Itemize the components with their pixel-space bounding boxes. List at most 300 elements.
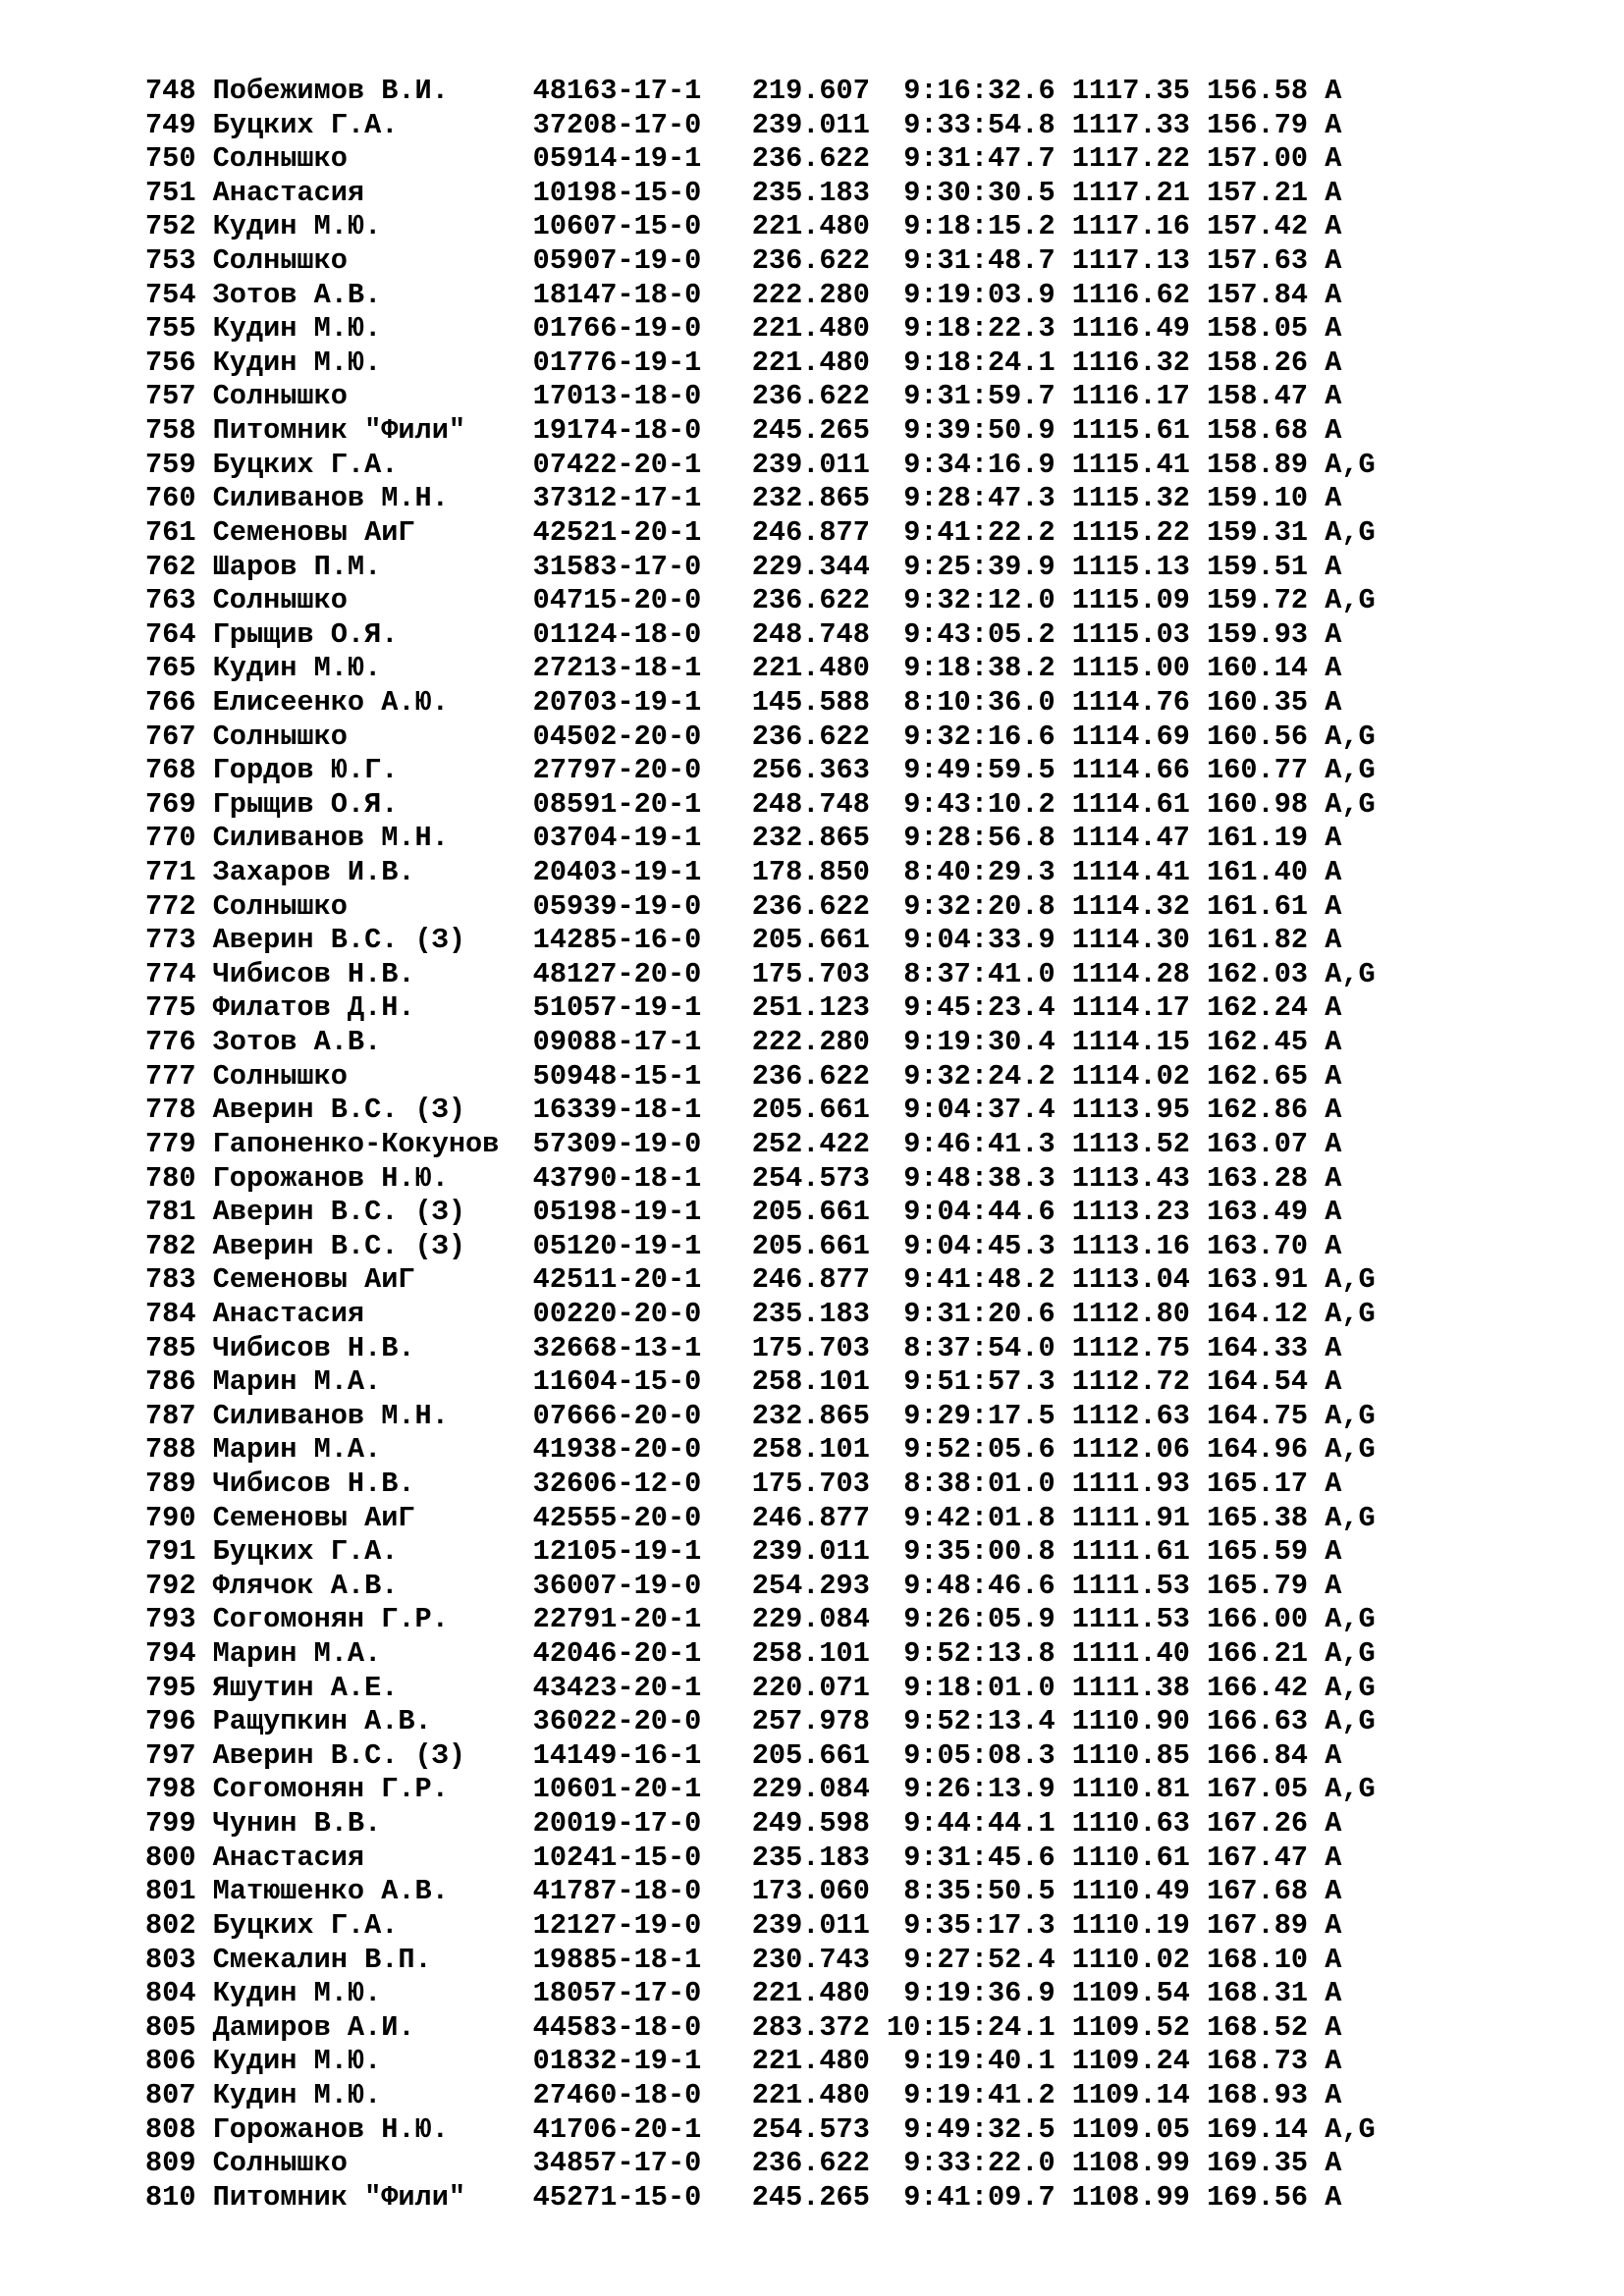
flags: A,G (1325, 2112, 1376, 2146)
ring-number: 01766-19-0 (532, 312, 752, 346)
points: 159.72 (1207, 584, 1326, 617)
table-row (145, 652, 1376, 686)
flags: A,G (1325, 1433, 1376, 1467)
row-number: 797 (145, 1738, 213, 1772)
points: 169.56 (1207, 2180, 1326, 2214)
flags: A,G (1325, 448, 1376, 481)
distance: 219.607 (751, 75, 888, 107)
participant-name: Аверин В.С. (З) (212, 1196, 533, 1229)
distance: 258.101 (751, 1433, 888, 1467)
arrival-time: 9:43:05.2 (887, 617, 1072, 651)
arrival-time: 9:39:50.9 (887, 414, 1072, 448)
participant-name: Питомник "Фили" (212, 414, 533, 448)
participant-name: Аверин В.С. (З) (212, 1229, 533, 1262)
arrival-time: 9:32:12.0 (887, 584, 1072, 617)
ring-number: 27213-18-1 (532, 652, 752, 685)
arrival-time: 9:33:54.8 (887, 108, 1072, 141)
ring-number: 43790-18-1 (532, 1161, 752, 1195)
arrival-time: 9:52:13.4 (887, 1705, 1072, 1738)
distance: 229.084 (751, 1773, 888, 1806)
arrival-time: 9:05:08.3 (887, 1738, 1072, 1772)
flags: A (1325, 346, 1342, 379)
points: 159.10 (1207, 482, 1326, 515)
row-number: 792 (145, 1569, 213, 1602)
participant-name: Солнышко (212, 380, 533, 413)
ring-number: 18057-17-0 (532, 1977, 752, 2010)
table-row (145, 1128, 1376, 1162)
points: 166.00 (1207, 1603, 1326, 1636)
flags: A,G (1325, 720, 1376, 753)
table-row (145, 1909, 1376, 1944)
participant-name: Анастасия (212, 1841, 533, 1874)
arrival-time: 9:29:17.5 (887, 1399, 1072, 1432)
speed: 1108.99 (1071, 2147, 1208, 2180)
points: 168.52 (1207, 2010, 1326, 2044)
points: 163.07 (1207, 1127, 1326, 1160)
distance: 236.622 (751, 2147, 888, 2180)
participant-name: Кудин М.Ю. (212, 2045, 533, 2078)
distance: 246.877 (751, 515, 888, 549)
flags: A (1325, 1196, 1342, 1229)
points: 163.28 (1207, 1161, 1326, 1195)
ring-number: 11604-15-0 (532, 1365, 752, 1399)
row-number: 786 (145, 1365, 213, 1399)
points: 164.12 (1207, 1297, 1326, 1330)
flags: A (1325, 1908, 1342, 1942)
table-row (145, 1637, 1376, 1672)
speed: 1114.15 (1071, 1026, 1208, 1059)
speed: 1113.43 (1071, 1161, 1208, 1195)
arrival-time: 9:48:46.6 (887, 1569, 1072, 1602)
distance: 232.865 (751, 822, 888, 855)
ring-number: 36007-19-0 (532, 1569, 752, 1602)
speed: 1112.63 (1071, 1399, 1208, 1432)
row-number: 756 (145, 346, 213, 379)
speed: 1111.38 (1071, 1671, 1208, 1704)
points: 157.00 (1207, 142, 1326, 176)
ring-number: 37312-17-1 (532, 482, 752, 515)
ring-number: 05914-19-1 (532, 142, 752, 176)
flags: A (1325, 856, 1342, 889)
flags: A,G (1325, 1773, 1376, 1806)
ring-number: 41787-18-0 (532, 1875, 752, 1908)
ring-number: 05198-19-1 (532, 1196, 752, 1229)
row-number: 804 (145, 1977, 213, 2010)
table-row (145, 1263, 1376, 1298)
table-row (145, 924, 1376, 958)
row-number: 785 (145, 1331, 213, 1364)
points: 161.40 (1207, 856, 1326, 889)
points: 156.79 (1207, 108, 1326, 141)
points: 159.93 (1207, 617, 1326, 651)
participant-name: Семеновы АиГ (212, 1263, 533, 1297)
table-row (145, 1196, 1376, 1230)
flags: A (1325, 176, 1342, 209)
participant-name: Семеновы АиГ (212, 515, 533, 549)
arrival-time: 9:31:45.6 (887, 1841, 1072, 1874)
distance: 205.661 (751, 1196, 888, 1229)
arrival-time: 10:15:24.1 (887, 2010, 1072, 2044)
arrival-time: 9:31:59.7 (887, 380, 1072, 413)
speed: 1110.81 (1071, 1773, 1208, 1806)
participant-name: Чибисов Н.В. (212, 957, 533, 990)
table-row (145, 1739, 1376, 1774)
row-number: 751 (145, 176, 213, 209)
table-row (145, 1298, 1376, 1332)
row-number: 810 (145, 2180, 213, 2214)
points: 165.38 (1207, 1501, 1326, 1534)
distance: 239.011 (751, 108, 888, 141)
ring-number: 27460-18-0 (532, 2078, 752, 2111)
participant-name: Согомонян Г.Р. (212, 1603, 533, 1636)
participant-name: Аверин В.С. (З) (212, 924, 533, 957)
participant-name: Кудин М.Ю. (212, 2078, 533, 2111)
ring-number: 10601-20-1 (532, 1773, 752, 1806)
points: 164.33 (1207, 1331, 1326, 1364)
arrival-time: 9:19:03.9 (887, 278, 1072, 311)
arrival-time: 9:42:01.8 (887, 1501, 1072, 1534)
speed: 1117.33 (1071, 108, 1208, 141)
table-row (145, 1672, 1376, 1706)
row-number: 766 (145, 685, 213, 719)
participant-name: Горожанов Н.Ю. (212, 2112, 533, 2146)
table-row (145, 177, 1376, 211)
speed: 1111.91 (1071, 1501, 1208, 1534)
participant-name: Смекалин В.П. (212, 1943, 533, 1976)
distance: 236.622 (751, 142, 888, 176)
speed: 1112.06 (1071, 1433, 1208, 1467)
distance: 236.622 (751, 584, 888, 617)
table-row (145, 347, 1376, 381)
ring-number: 36022-20-0 (532, 1705, 752, 1738)
distance: 221.480 (751, 2045, 888, 2078)
table-row (145, 449, 1376, 483)
row-number: 795 (145, 1671, 213, 1704)
arrival-time: 9:43:10.2 (887, 787, 1072, 821)
arrival-time: 9:30:30.5 (887, 176, 1072, 209)
speed: 1117.16 (1071, 210, 1208, 243)
speed: 1111.53 (1071, 1603, 1208, 1636)
ring-number: 20403-19-1 (532, 856, 752, 889)
table-row (145, 686, 1376, 721)
distance: 205.661 (751, 1229, 888, 1262)
arrival-time: 9:19:41.2 (887, 2078, 1072, 2111)
participant-name: Силиванов М.Н. (212, 1399, 533, 1432)
ring-number: 17013-18-0 (532, 380, 752, 413)
arrival-time: 8:37:41.0 (887, 957, 1072, 990)
speed: 1114.32 (1071, 889, 1208, 923)
speed: 1110.49 (1071, 1875, 1208, 1908)
row-number: 763 (145, 584, 213, 617)
arrival-time: 9:18:38.2 (887, 652, 1072, 685)
speed: 1114.66 (1071, 754, 1208, 787)
participant-name: Кудин М.Ю. (212, 312, 533, 346)
flags: A (1325, 1875, 1342, 1908)
participant-name: Захаров И.В. (212, 856, 533, 889)
row-number: 794 (145, 1637, 213, 1671)
ring-number: 42046-20-1 (532, 1637, 752, 1671)
row-number: 762 (145, 550, 213, 583)
row-number: 758 (145, 414, 213, 448)
speed: 1112.80 (1071, 1297, 1208, 1330)
row-number: 793 (145, 1603, 213, 1636)
speed: 1112.75 (1071, 1331, 1208, 1364)
arrival-time: 9:46:41.3 (887, 1127, 1072, 1160)
speed: 1109.24 (1071, 2045, 1208, 2078)
row-number: 772 (145, 889, 213, 923)
flags: A,G (1325, 787, 1376, 821)
points: 158.68 (1207, 414, 1326, 448)
arrival-time: 9:45:23.4 (887, 991, 1072, 1025)
points: 158.26 (1207, 346, 1326, 379)
participant-name: Кудин М.Ю. (212, 652, 533, 685)
flags: A (1325, 278, 1342, 311)
participant-name: Чибисов Н.В. (212, 1331, 533, 1364)
results-table (145, 75, 1376, 2215)
ring-number: 01124-18-0 (532, 617, 752, 651)
speed: 1116.32 (1071, 346, 1208, 379)
speed: 1115.41 (1071, 448, 1208, 481)
arrival-time: 9:52:13.8 (887, 1637, 1072, 1671)
table-row (145, 2011, 1376, 2046)
participant-name: Кудин М.Ю. (212, 346, 533, 379)
arrival-time: 9:31:20.6 (887, 1297, 1072, 1330)
row-number: 768 (145, 754, 213, 787)
speed: 1114.28 (1071, 957, 1208, 990)
distance: 254.573 (751, 1161, 888, 1195)
speed: 1112.72 (1071, 1365, 1208, 1399)
table-row (145, 958, 1376, 992)
points: 157.84 (1207, 278, 1326, 311)
participant-name: Анастасия (212, 1297, 533, 1330)
flags: A,G (1325, 1637, 1376, 1671)
flags: A (1325, 991, 1342, 1025)
points: 158.47 (1207, 380, 1326, 413)
ring-number: 09088-17-1 (532, 1026, 752, 1059)
speed: 1113.16 (1071, 1229, 1208, 1262)
row-number: 806 (145, 2045, 213, 2078)
flags: A (1325, 1161, 1342, 1195)
arrival-time: 9:35:00.8 (887, 1535, 1072, 1569)
distance: 232.865 (751, 1399, 888, 1432)
distance: 236.622 (751, 889, 888, 923)
participant-name: Чибисов Н.В. (212, 1467, 533, 1500)
arrival-time: 9:28:56.8 (887, 822, 1072, 855)
row-number: 777 (145, 1059, 213, 1093)
distance: 205.661 (751, 1738, 888, 1772)
flags: A,G (1325, 1671, 1376, 1704)
participant-name: Зотов А.В. (212, 278, 533, 311)
row-number: 753 (145, 244, 213, 278)
flags: A (1325, 652, 1342, 685)
points: 167.47 (1207, 1841, 1326, 1874)
speed: 1117.22 (1071, 142, 1208, 176)
ring-number: 37208-17-0 (532, 108, 752, 141)
speed: 1114.69 (1071, 720, 1208, 753)
flags: A,G (1325, 754, 1376, 787)
participant-name: Солнышко (212, 889, 533, 923)
arrival-time: 9:26:13.9 (887, 1773, 1072, 1806)
arrival-time: 9:18:22.3 (887, 312, 1072, 346)
table-row (145, 244, 1376, 279)
flags: A (1325, 1841, 1342, 1874)
points: 162.86 (1207, 1094, 1326, 1127)
ring-number: 19174-18-0 (532, 414, 752, 448)
arrival-time: 9:52:05.6 (887, 1433, 1072, 1467)
speed: 1117.21 (1071, 176, 1208, 209)
flags: A (1325, 889, 1342, 923)
distance: 252.422 (751, 1127, 888, 1160)
participant-name: Солнышко (212, 1059, 533, 1093)
participant-name: Марин М.А. (212, 1433, 533, 1467)
speed: 1114.17 (1071, 991, 1208, 1025)
row-number: 748 (145, 75, 213, 107)
arrival-time: 9:04:44.6 (887, 1196, 1072, 1229)
speed: 1109.05 (1071, 2112, 1208, 2146)
arrival-time: 9:34:16.9 (887, 448, 1072, 481)
distance: 230.743 (751, 1943, 888, 1976)
row-number: 783 (145, 1263, 213, 1297)
points: 165.79 (1207, 1569, 1326, 1602)
points: 165.17 (1207, 1467, 1326, 1500)
ring-number: 41938-20-0 (532, 1433, 752, 1467)
row-number: 805 (145, 2010, 213, 2044)
points: 166.21 (1207, 1637, 1326, 1671)
points: 157.63 (1207, 244, 1326, 278)
participant-name: Грыщив О.Я. (212, 617, 533, 651)
participant-name: Елисеенко А.Ю. (212, 685, 533, 719)
speed: 1115.13 (1071, 550, 1208, 583)
arrival-time: 9:19:36.9 (887, 1977, 1072, 2010)
speed: 1113.04 (1071, 1263, 1208, 1297)
points: 162.03 (1207, 957, 1326, 990)
table-row (145, 551, 1376, 585)
distance: 235.183 (751, 176, 888, 209)
ring-number: 19885-18-1 (532, 1943, 752, 1976)
table-row (145, 2045, 1376, 2079)
table-row (145, 618, 1376, 653)
distance: 257.978 (751, 1705, 888, 1738)
arrival-time: 9:31:47.7 (887, 142, 1072, 176)
flags: A (1325, 1059, 1342, 1093)
row-number: 775 (145, 991, 213, 1025)
row-number: 765 (145, 652, 213, 685)
table-row (145, 75, 1376, 109)
ring-number: 31583-17-0 (532, 550, 752, 583)
points: 158.05 (1207, 312, 1326, 346)
points: 162.24 (1207, 991, 1326, 1025)
distance: 239.011 (751, 1535, 888, 1569)
table-row (145, 1502, 1376, 1536)
distance: 205.661 (751, 1094, 888, 1127)
distance: 175.703 (751, 1331, 888, 1364)
distance: 221.480 (751, 312, 888, 346)
distance: 175.703 (751, 957, 888, 990)
flags: A,G (1325, 1399, 1376, 1432)
row-number: 781 (145, 1196, 213, 1229)
flags: A (1325, 2045, 1342, 2078)
points: 167.26 (1207, 1807, 1326, 1841)
arrival-time: 8:10:36.0 (887, 685, 1072, 719)
points: 157.21 (1207, 176, 1326, 209)
speed: 1111.93 (1071, 1467, 1208, 1500)
speed: 1115.22 (1071, 515, 1208, 549)
points: 165.59 (1207, 1535, 1326, 1569)
arrival-time: 9:44:44.1 (887, 1807, 1072, 1841)
distance: 246.877 (751, 1263, 888, 1297)
table-row (145, 516, 1376, 551)
distance: 178.850 (751, 856, 888, 889)
table-row (145, 721, 1376, 755)
speed: 1117.35 (1071, 75, 1208, 107)
table-row (145, 1875, 1376, 1909)
participant-name: Матюшенко А.В. (212, 1875, 533, 1908)
distance: 256.363 (751, 754, 888, 787)
flags: A,G (1325, 584, 1376, 617)
row-number: 759 (145, 448, 213, 481)
ring-number: 42511-20-1 (532, 1263, 752, 1297)
points: 158.89 (1207, 448, 1326, 481)
flags: A (1325, 2180, 1342, 2214)
table-row (145, 1535, 1376, 1570)
speed: 1115.09 (1071, 584, 1208, 617)
table-row (145, 890, 1376, 925)
distance: 245.265 (751, 414, 888, 448)
arrival-time: 9:19:30.4 (887, 1026, 1072, 1059)
ring-number: 14149-16-1 (532, 1738, 752, 1772)
speed: 1109.14 (1071, 2078, 1208, 2111)
participant-name: Буцких Г.А. (212, 108, 533, 141)
flags: A (1325, 1569, 1342, 1602)
points: 164.75 (1207, 1399, 1326, 1432)
distance: 235.183 (751, 1841, 888, 1874)
row-number: 773 (145, 924, 213, 957)
row-number: 761 (145, 515, 213, 549)
speed: 1110.19 (1071, 1908, 1208, 1942)
row-number: 770 (145, 822, 213, 855)
participant-name: Солнышко (212, 244, 533, 278)
flags: A (1325, 550, 1342, 583)
speed: 1115.03 (1071, 617, 1208, 651)
row-number: 802 (145, 1908, 213, 1942)
distance: 222.280 (751, 1026, 888, 1059)
table-row (145, 1433, 1376, 1468)
points: 161.19 (1207, 822, 1326, 855)
table-row (145, 1060, 1376, 1095)
speed: 1114.30 (1071, 924, 1208, 957)
table-row (145, 991, 1376, 1026)
ring-number: 43423-20-1 (532, 1671, 752, 1704)
participant-name: Буцких Г.А. (212, 448, 533, 481)
speed: 1110.02 (1071, 1943, 1208, 1976)
arrival-time: 9:51:57.3 (887, 1365, 1072, 1399)
flags: A (1325, 414, 1342, 448)
flags: A (1325, 2010, 1342, 2044)
points: 167.68 (1207, 1875, 1326, 1908)
participant-name: Питомник "Фили" (212, 2180, 533, 2214)
table-row (145, 1944, 1376, 1978)
distance: 221.480 (751, 210, 888, 243)
table-row (145, 1977, 1376, 2011)
points: 168.31 (1207, 1977, 1326, 2010)
table-row (145, 1400, 1376, 1434)
table-row (145, 2181, 1376, 2216)
points: 167.89 (1207, 1908, 1326, 1942)
arrival-time: 8:40:29.3 (887, 856, 1072, 889)
row-number: 764 (145, 617, 213, 651)
row-number: 769 (145, 787, 213, 821)
distance: 220.071 (751, 1671, 888, 1704)
